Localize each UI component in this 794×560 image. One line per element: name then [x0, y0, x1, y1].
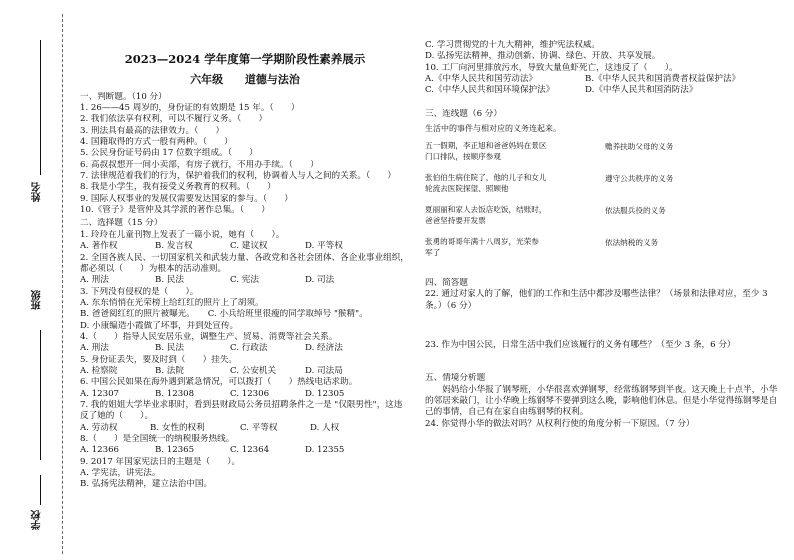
- name-line: [40, 40, 41, 175]
- question-5-options: [80, 366, 410, 377]
- option: A. 检察院: [80, 365, 118, 376]
- option: B. 弘扬宪法精神，建立法治中国。: [80, 479, 213, 490]
- option: D. 司法: [305, 275, 335, 286]
- question-3: 3. 下列没有侵权的是（ ）。: [80, 286, 199, 297]
- option: C. 建议权: [230, 241, 268, 252]
- name-label: 姓名: [32, 182, 43, 202]
- option: A. 12366: [80, 445, 120, 456]
- matching-instruction: 生活中的事件与相对应的义务连起来。: [425, 124, 561, 134]
- question-1-options: [80, 241, 410, 252]
- question-4-options: [80, 343, 410, 354]
- option: B. 12308: [155, 388, 195, 399]
- page-title: 2023—2024 学年度第一学期阶段性素养展示: [124, 52, 366, 66]
- option: C. 行政法: [230, 343, 268, 354]
- question-7: 7. 我的姐姐大学毕业求职时，看到县财政局公务员招聘条件之一是 "仅限男性"，这违反了她的（ ）。: [80, 399, 403, 422]
- option: C. 12306: [230, 388, 270, 399]
- option: D. 经济法: [305, 343, 343, 354]
- option: D. 弘扬宪法精神，推动创新、协调、绿色、开放、共享发展。: [425, 51, 661, 62]
- option: D. 人权: [310, 422, 340, 433]
- option: A. 学宪法，讲宪法。: [80, 468, 161, 479]
- option: C. 平等权: [240, 422, 278, 433]
- judge-item: 10.《管子》是管仲及其学派的著作总集。（ ）: [80, 205, 270, 216]
- answer-space: [425, 312, 785, 340]
- part2-section: [80, 218, 410, 490]
- match-event-line: 军了: [425, 248, 441, 258]
- option: B. 法院: [155, 365, 184, 376]
- part1-section: [80, 92, 410, 217]
- match-event-line: 门口排队，按顺序参观: [425, 152, 501, 162]
- right-column: [425, 40, 785, 430]
- option: A. 12307: [80, 388, 120, 399]
- match-event-line: 夏丽丽和家人去饭店吃饭，结账时，: [425, 205, 547, 215]
- question-24: 24. 你觉得小华的做法对吗？从权利行使的角度分析一下原因。（7 分）: [425, 418, 695, 429]
- school-line: [40, 475, 41, 505]
- option: A. 刑法: [80, 343, 109, 354]
- binding-line: [62, 14, 63, 554]
- match-event-line: 轮流去医院探望、照顾他: [425, 184, 509, 194]
- question-22: 22. 通过对家人的了解，他们的工作和生活中都涉及哪些法律？（场景和法律对应，至少 3 条。）（6 分）: [425, 289, 768, 311]
- question-6: 6. 中国公民如果在海外遇到紧急情况，可以拨打（ ）热线电话求助。: [80, 377, 358, 388]
- match-duty: 依法纳税的义务: [605, 238, 659, 248]
- judge-item: 1. 26——45 周岁的，身份证的有效期是 15 年。（ ）: [80, 103, 300, 114]
- judge-item: 6. 高叔叔想开一间小卖部，有房子就行，不用办手续。（ ）: [80, 159, 319, 170]
- option: D. 平等权: [305, 241, 343, 252]
- question-7-options: [80, 423, 410, 434]
- part5-heading: 五、情境分析题: [425, 373, 486, 384]
- option: B. 民法: [155, 275, 184, 286]
- option: C. 公安机关: [230, 365, 277, 376]
- question-9: 9. 2017 年国家宪法日的主题是（ ）。: [80, 456, 241, 467]
- option: D. 12355: [305, 445, 345, 456]
- grade-label: 六年级: [190, 73, 224, 87]
- judge-item: 7. 法律规范着我们的行为，保护着我们的权利，协调着人与人之间的关系。（ ）: [80, 171, 397, 182]
- match-duty: 赡养扶助父母的义务: [605, 142, 674, 152]
- matching-exercise: [425, 124, 785, 264]
- part3-heading: 三、连线题（6 分）: [425, 108, 502, 119]
- question-8: 8.（ ）是全国统一的纳税服务热线。: [80, 434, 235, 444]
- option: C. 学习贯彻党的十九大精神，维护宪法权威。: [425, 40, 601, 50]
- question-10-options-row1: [425, 74, 785, 85]
- judge-item: 5. 公民身份证号码由 17 位数字组成。（ ）: [80, 148, 258, 159]
- match-duty: 遵守公共秩序的义务: [605, 174, 674, 184]
- match-event: [425, 204, 547, 226]
- match-duty: 依法服兵役的义务: [605, 206, 666, 216]
- option: C. 12364: [230, 445, 270, 456]
- school-label: 学校: [32, 510, 43, 530]
- option: D. 小康编造小霞做了坏事，并到处宣传。: [80, 320, 239, 331]
- class-line: [40, 330, 41, 460]
- answer-space: [425, 351, 785, 373]
- question-10-options-row2: [425, 85, 785, 96]
- question-10: 10. 工厂向河里排放污水，导致大量鱼虾死亡，这违反了（ ）。: [425, 62, 678, 73]
- match-event: [425, 140, 547, 162]
- judge-item: 8. 我是小学生，我有接受义务教育的权利。（ ）: [80, 182, 276, 193]
- left-column: [80, 0, 410, 491]
- class-label: 班级: [32, 290, 43, 310]
- judge-item: 9. 国际人权事业的发展仅需要发达国家的参与。（ ）: [80, 193, 293, 204]
- question-2: 2. 全国各族人民、一切国家机关和武装力量、各政党和各社会团体、各企业事业组织，都必须以（ ）为根本的活动准则。: [80, 252, 409, 274]
- option: A. 劳动权: [80, 422, 118, 433]
- option: D. 司法局: [305, 365, 343, 376]
- match-event-line: 张伯伯生病住院了，他的儿子和女儿: [425, 173, 547, 183]
- option: B.《中华人民共和国消费者权益保护法》: [585, 74, 741, 85]
- match-event-line: 张勇的哥哥年满十八周岁，光荣参: [425, 237, 539, 247]
- question-8-options: [80, 445, 410, 456]
- option: B. 民法: [155, 343, 184, 354]
- option: A. 著作权: [80, 241, 118, 252]
- judge-item: 3. 刑法具有最高的法律效力。（ ）: [80, 125, 225, 136]
- option: D. 12305: [305, 388, 345, 399]
- question-1: 1. 玲玲在儿童刊物上发表了一篇小说，她有（ ）。: [80, 229, 285, 240]
- option: D.《中华人民共和国消防法》: [585, 85, 698, 96]
- question-5: 5. 身份证丢失，要及时到（ ）挂失。: [80, 354, 238, 365]
- part4-heading: 四、简答题: [425, 278, 468, 289]
- scenario-text: 妈妈给小华报了钢琴班，小华很喜欢弹钢琴，经常练钢琴到半夜。这天晚上十点半，小华的邻居来敲门，让小华晚上练钢琴不要弹到这么晚，影响他们休息。但是小华觉得练钢琴是自己的事情，自己有在家自由练钢琴的权利。: [425, 384, 778, 418]
- part1-heading: 一、判断题。（10 分）: [80, 91, 167, 102]
- option: C.《中华人民共和国环境保护法》: [425, 85, 555, 96]
- question-23: 23. 作为中国公民，日常生活中我们应该履行的义务有哪些？（至少 3 条，6 分）: [425, 340, 736, 351]
- option: B. 发言权: [155, 241, 193, 252]
- match-event-line: 爸爸坚持要开发票: [425, 216, 486, 226]
- option: A. 刑法: [80, 275, 109, 286]
- option: B. 12365: [155, 445, 195, 456]
- option: B. 女性的权利: [150, 422, 205, 433]
- subject-label: 道德与法治: [244, 73, 300, 87]
- option: C. 宪法: [230, 275, 259, 286]
- match-event: [425, 172, 547, 194]
- option: B. 爸爸阅红红的照片被曝光。 C. 小兵给班里很瘦的同学取绰号 "猴精"。: [80, 309, 368, 320]
- match-event: [425, 236, 539, 258]
- option: A. 东东悄悄在光荣榜上给红红的照片上了胡须。: [80, 297, 264, 308]
- match-event-line: 五一假期，李正旭和爸爸妈妈在景区: [425, 141, 547, 151]
- question-6-options: [80, 389, 410, 400]
- question-4: 4.（ ）指导人民安居乐业，调整生产、贸易、消费等社会关系。: [80, 331, 338, 342]
- question-2-options: [80, 275, 410, 286]
- page-subtitle: [80, 73, 410, 88]
- option: A.《中华人民共和国劳动法》: [425, 74, 538, 85]
- part2-heading: 二、选择题（15 分）: [80, 218, 163, 229]
- judge-item: 4. 国籍取得的方式一般有两种。（ ）: [80, 137, 233, 148]
- judge-item: 2. 我们依法享有权利，可以不履行义务。（ ）: [80, 114, 268, 125]
